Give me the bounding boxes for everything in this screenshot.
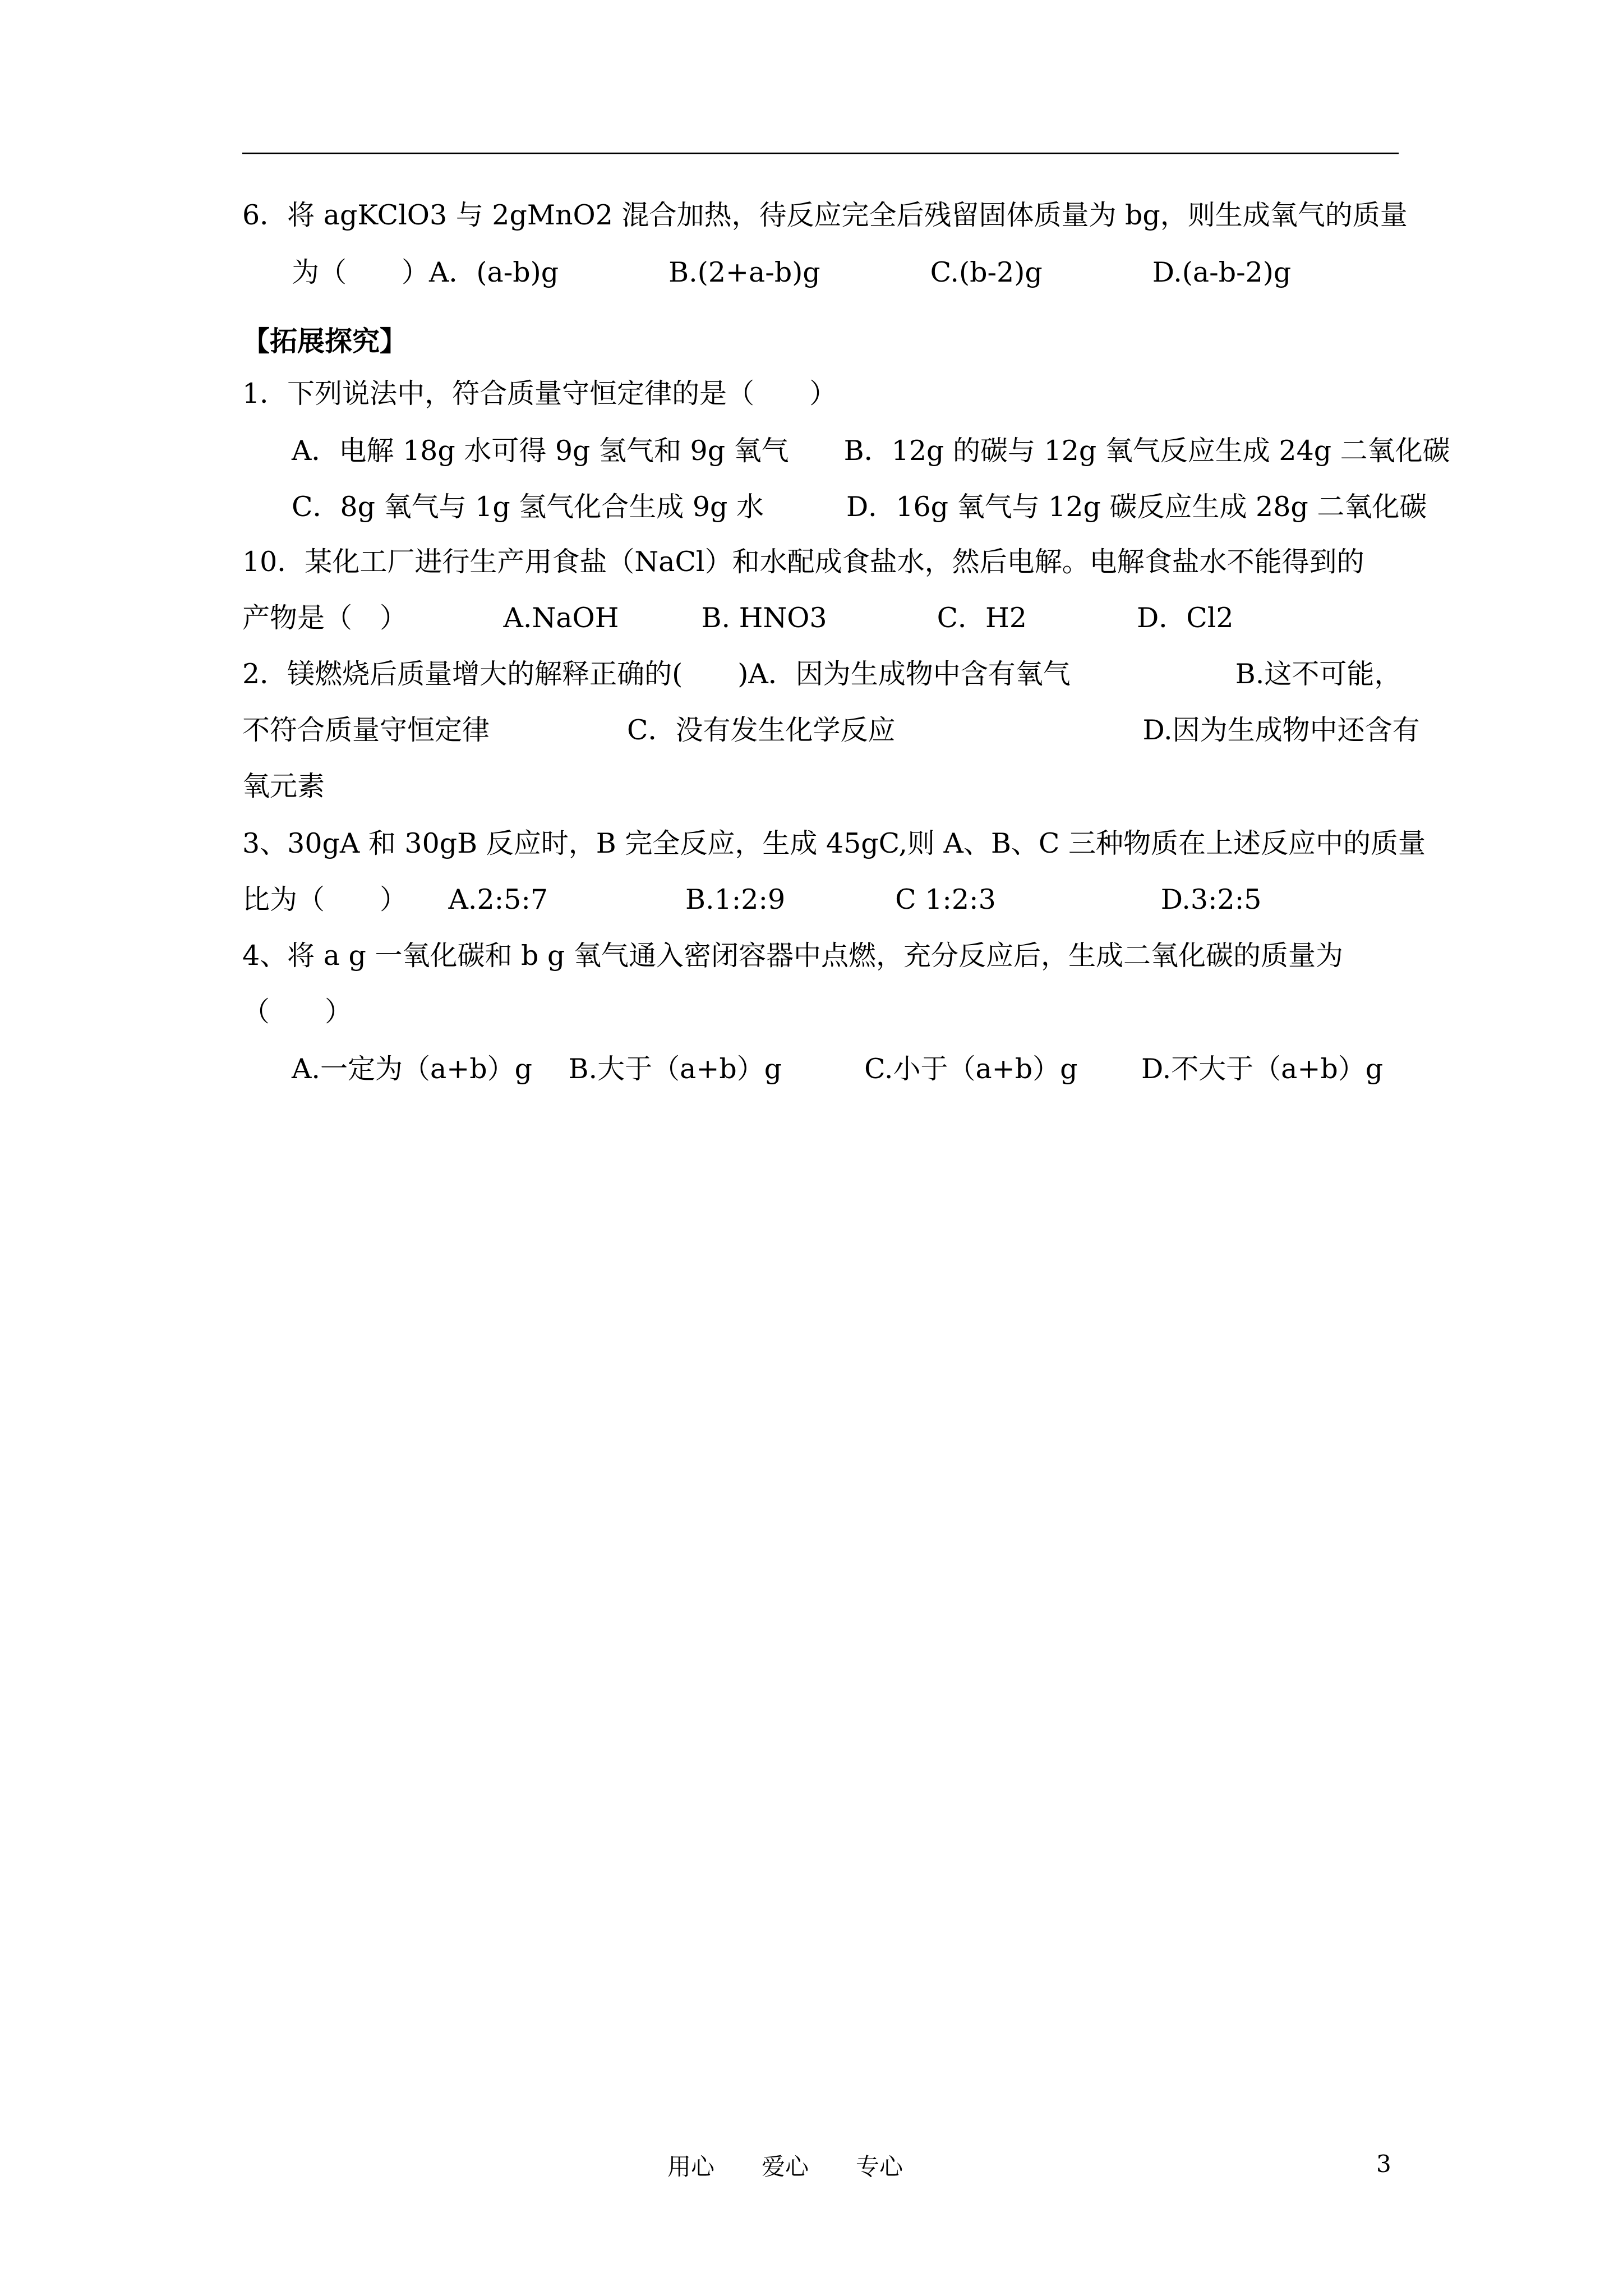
e2-line3: 氧元素 [242,770,325,802]
e10-line1: 10．某化工厂进行生产用食盐（NaCl）和水配成食盐水，然后电解。电解食盐水不能得到的 [242,546,1364,578]
q6-line1: 6．将 agKClO3 与 2gMnO2 混合加热，待反应完全后残留固体质量为 bg，则生成氧气的质量 [242,199,1408,231]
e10-line2: 产物是（ ） A.NaOH B. HNO3 C．H2 D．Cl2 [242,602,1234,634]
section-title: 【拓展探究】 [242,325,408,357]
e3-line2: 比为（ ） A.2:5:7 B.1:2:9 C 1:2:3 D.3:2:5 [242,884,1262,915]
e1-options-ab: A．电解 18g 水可得 9g 氢气和 9g 氧气 B．12g 的碳与 12g 氧气反应生成 24g 二氧化碳 [292,435,1450,467]
header-rule [242,153,1399,154]
e2-line2: 不符合质量守恒定律 C．没有发生化学反应 D.因为生成物中还含有 [242,714,1420,746]
footer-motto: 用心 爱心 专心 [667,2153,903,2180]
q6-line2: 为（ ）A．(a-b)g B.(2+a-b)g C.(b-2)g D.(a-b-2)g [292,256,1292,288]
e4-line1: 4、将 a g 一氧化碳和 b g 氧气通入密闭容器中点燃，充分反应后，生成二氧化碳的质量为 [242,940,1343,972]
page-number: 3 [1376,2150,1391,2178]
e3-line1: 3、30gA 和 30gB 反应时，B 完全反应，生成 45gC,则 A、B、C 三种物质在上述反应中的质量 [242,827,1426,859]
e1-stem: 1．下列说法中，符合质量守恒定律的是（ ） [242,378,837,409]
e4-line2: （ ） [242,996,353,1028]
e4-options: A.一定为（a+b）g B.大于（a+b）g C.小于（a+b）g D.不大于（a+b）g [292,1053,1384,1085]
e2-line1: 2．镁燃烧后质量增大的解释正确的( )A．因为生成物中含有氧气 B.这不可能， [242,658,1402,690]
e1-options-cd: C．8g 氧气与 1g 氢气化合生成 9g 水 D．16g 氧气与 12g 碳反应生成 28g 二氧化碳 [292,491,1427,523]
